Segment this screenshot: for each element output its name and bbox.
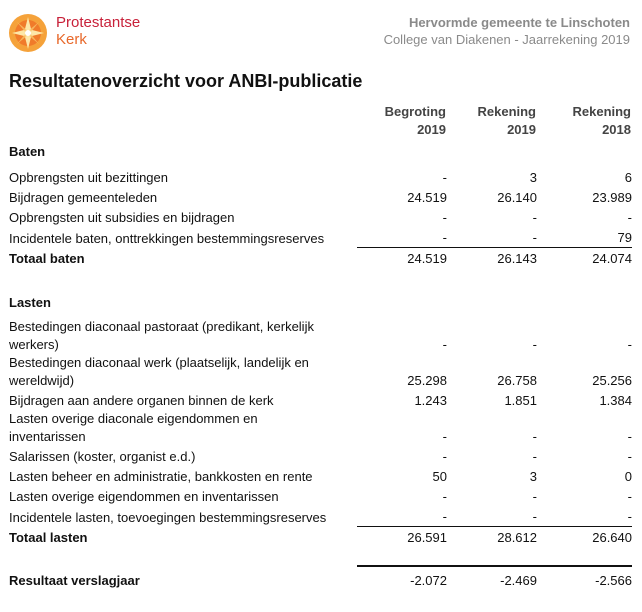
amount-cell: - <box>532 449 537 464</box>
row-label: Incidentele lasten, toevoegingen bestemmingsreserves <box>9 509 327 525</box>
amount-cell: 28.612 <box>447 527 537 548</box>
logo-wordmark <box>56 14 140 48</box>
row-label: Bestedingen diaconaal pastoraat (predikant, kerkelijk werkers) <box>9 319 314 352</box>
row-label: Totaal baten <box>9 251 85 266</box>
table-row <box>9 410 632 446</box>
total-row-baten <box>9 248 632 269</box>
amount-cell: 3 <box>529 469 537 484</box>
table-row <box>9 187 632 207</box>
amount-cell: 1.384 <box>599 393 632 408</box>
logo-line1: Protestantse <box>56 14 141 31</box>
row-label: Lasten overige eigendommen en inventarissen <box>9 489 279 504</box>
section-heading-baten: Baten <box>9 144 46 159</box>
report-subtitle: College van Diakenen - Jaarrekening 2019 <box>383 32 630 47</box>
amount-cell: - <box>442 449 447 464</box>
amount-cell: 26.143 <box>447 248 537 269</box>
amount-cell: - <box>532 489 537 504</box>
column-header-text: 2019 <box>507 122 536 137</box>
table-row <box>9 466 632 486</box>
amount-cell: 79 <box>617 230 632 245</box>
amount-cell: - <box>627 337 632 352</box>
column-header-rekening-2019 <box>447 103 537 139</box>
table-row <box>9 390 632 410</box>
amount-cell: 23.989 <box>592 190 632 205</box>
amount-cell: - <box>532 509 537 524</box>
amount-cell: - <box>442 337 447 352</box>
column-header-text: 2018 <box>602 122 631 137</box>
logo-line2: Kerk <box>56 31 87 48</box>
row-label: Bestedingen diaconaal werk (plaatselijk, landelijk en wereldwijd) <box>9 355 309 388</box>
page-title: Resultatenoverzicht voor ANBI-publicatie <box>9 71 363 91</box>
row-label: Totaal lasten <box>9 530 88 545</box>
header-info <box>384 14 630 48</box>
row-label: Resultaat verslagjaar <box>9 573 140 588</box>
column-header-rekening-2018 <box>537 103 632 139</box>
total-row-lasten <box>9 527 632 548</box>
amount-cell: 3 <box>529 170 537 185</box>
amount-cell: 24.519 <box>357 248 447 269</box>
page-header <box>0 0 642 60</box>
amount-cell: - <box>627 210 632 225</box>
amount-cell: 0 <box>624 469 632 484</box>
amount-cell: 26.640 <box>537 527 632 548</box>
table-row <box>9 486 632 506</box>
amount-cell: - <box>532 230 537 245</box>
table-row <box>9 207 632 227</box>
row-label: Opbrengsten uit subsidies en bijdragen <box>9 210 235 225</box>
amount-cell: 50 <box>432 469 447 484</box>
spacer-row <box>9 268 632 290</box>
table-row <box>9 227 632 248</box>
amount-cell: - <box>442 170 447 185</box>
amount-cell: -2.072 <box>357 566 447 590</box>
amount-cell: - <box>442 429 447 444</box>
amount-cell: 25.256 <box>592 373 632 388</box>
amount-cell: - <box>532 429 537 444</box>
amount-cell: - <box>442 210 447 225</box>
amount-cell: 1.851 <box>504 393 537 408</box>
table-row <box>9 318 632 354</box>
amount-cell: 1.243 <box>414 393 447 408</box>
amount-cell: -2.469 <box>447 566 537 590</box>
spacer-row <box>9 547 632 566</box>
row-label: Lasten overige diaconale eigendommen en inventarissen <box>9 411 258 444</box>
table-row <box>9 506 632 527</box>
amount-cell: 25.298 <box>407 373 447 388</box>
organization-name: Hervormde gemeente te Linschoten <box>408 15 630 30</box>
row-label: Incidentele baten, onttrekkingen bestemmingsreserves <box>9 230 325 246</box>
table-row <box>9 167 632 187</box>
amount-cell: 6 <box>624 170 632 185</box>
result-row <box>9 566 632 590</box>
column-header-text: Rekening <box>477 104 536 119</box>
amount-cell: 26.591 <box>357 527 447 548</box>
amount-cell: - <box>442 509 447 524</box>
amount-cell: - <box>442 489 447 504</box>
row-label: Bijdragen gemeenteleden <box>9 190 158 205</box>
amount-cell: 24.074 <box>537 248 632 269</box>
amount-cell: - <box>442 230 447 245</box>
amount-cell: 26.758 <box>497 373 537 388</box>
amount-cell: 24.519 <box>407 190 447 205</box>
column-header-text: 2019 <box>417 122 446 137</box>
row-label: Salarissen (koster, organist e.d.) <box>9 449 196 464</box>
row-label: Opbrengsten uit bezittingen <box>9 170 168 185</box>
amount-cell: - <box>627 449 632 464</box>
section-heading-lasten: Lasten <box>9 295 51 310</box>
amount-cell: - <box>532 210 537 225</box>
table-row <box>9 354 632 390</box>
column-header-begroting-2019 <box>357 103 447 139</box>
church-logo-icon <box>8 13 48 53</box>
amount-cell: - <box>627 509 632 524</box>
column-header-text: Rekening <box>572 104 631 119</box>
amount-cell: - <box>627 429 632 444</box>
row-label: Lasten beheer en administratie, bankkosten en rente <box>9 469 313 484</box>
amount-cell: -2.566 <box>537 566 632 590</box>
amount-cell: - <box>627 489 632 504</box>
table-row <box>9 446 632 466</box>
results-table <box>9 103 632 590</box>
row-label: Bijdragen aan andere organen binnen de kerk <box>9 393 274 408</box>
column-header-text: Begroting <box>384 104 446 119</box>
amount-cell: - <box>532 337 537 352</box>
column-header-row <box>9 103 632 139</box>
amount-cell: 26.140 <box>497 190 537 205</box>
